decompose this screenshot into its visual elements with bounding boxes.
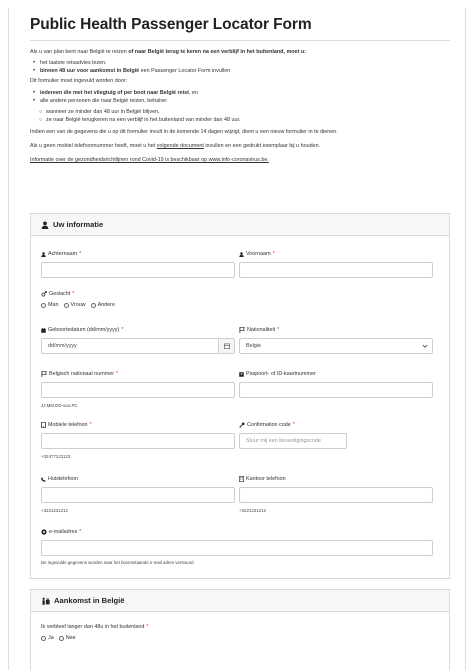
stay-option-ja[interactable]: Ja: [41, 635, 54, 641]
phone-icon: [41, 477, 46, 482]
personal-info-title: Uw informatie: [53, 220, 104, 229]
personal-info-header: [31, 214, 449, 236]
stay-option-nee[interactable]: Nee: [59, 635, 76, 641]
nationality-select[interactable]: Belgie: [239, 338, 433, 354]
intro-paragraph-5: [30, 157, 450, 164]
list-item: • binnen 48 uur voor aankomst in België een Passenger Locator Form invullen: [30, 67, 450, 75]
home-phone-hint: +3221231212: [41, 508, 68, 513]
arrival-header: [31, 590, 449, 612]
gender-radio-group: [41, 302, 120, 308]
home-phone-label: Huistelefoon: [41, 475, 78, 483]
firstname-label: Voornaam *: [239, 250, 275, 258]
radio-button[interactable]: [41, 636, 46, 641]
dob-input[interactable]: dd/mm/yyyy: [41, 338, 235, 354]
dob-label: Geboortedatum (dd/mm/yyyy) *: [41, 326, 123, 334]
covid-info-link[interactable]: Informatie over de gezondheidsrichtlijnen rond Covid-19 is beschikbaar op www.info-coronavirus.be.: [30, 157, 269, 163]
mobile-input[interactable]: [41, 433, 235, 449]
gender-option-vrouw[interactable]: Vrouw: [64, 302, 86, 308]
intro-paragraph-2: Dit formulier moet ingevuld worden door:: [30, 78, 128, 84]
personal-info-card: [30, 213, 450, 579]
calendar-icon: [41, 328, 46, 333]
flag-icon: [239, 327, 245, 333]
firstname-input[interactable]: [239, 262, 433, 278]
user-icon: [239, 252, 244, 257]
list-item: ○ ze naar België terugkeren na een verblijf in het buitenland van minder dan 48 uur.: [36, 116, 450, 124]
nationality-label: Nationaliteit *: [239, 326, 279, 334]
document-link[interactable]: volgende document: [156, 143, 204, 149]
calendar-icon: [224, 343, 230, 349]
gender-label: Geslacht *: [41, 290, 74, 298]
id-card-icon: [239, 372, 244, 377]
confirmation-label: Confirmation code *: [239, 421, 295, 429]
lastname-input[interactable]: [41, 262, 235, 278]
lastname-label: Achternaam *: [41, 250, 81, 258]
gender-option-andere[interactable]: Andere: [91, 302, 115, 308]
intro-paragraph-4: Als u geen mobiel telefoonnummer heeft, moet u het volgende document invullen en een gedrukt exemplaar bij u houden.: [30, 143, 321, 149]
radio-button[interactable]: [41, 303, 46, 308]
mobile-hint: +32477123123: [41, 454, 71, 459]
page-title: Public Health Passenger Locator Form: [30, 16, 312, 33]
arrival-card: [30, 589, 450, 670]
office-phone-label: Kantoor telefoon: [239, 475, 286, 483]
passport-label: Paspoort- of ID-kaartnummer: [239, 370, 316, 378]
arrival-title: Aankomst in België: [54, 596, 125, 605]
national-number-hint: JJ.MM.DD-ooo.PC: [41, 403, 78, 408]
intro-list-1: [30, 59, 450, 75]
home-phone-input[interactable]: [41, 487, 235, 503]
calendar-button[interactable]: [218, 339, 234, 353]
radio-button[interactable]: [64, 303, 69, 308]
email-hint: De ingevulde gegevens worden naar het bovenstaande e-mail adres verstuurd: [41, 560, 194, 565]
chevron-down-icon: [422, 343, 428, 349]
intro-paragraph-3: Indien een van de gegevens die u op dit formulier invult in de komende 14 dagen wijzigt, dient u een nieuw formulier in te dienen.: [30, 129, 338, 135]
title-divider: [30, 40, 450, 41]
user-icon: [41, 252, 46, 257]
office-phone-input[interactable]: [239, 487, 433, 503]
intro-section: [30, 14, 450, 164]
intro-list-2: [30, 89, 450, 105]
radio-button[interactable]: [91, 303, 96, 308]
passport-input[interactable]: [239, 382, 433, 398]
mobile-icon: [41, 422, 46, 428]
email-input[interactable]: [41, 540, 433, 556]
list-item: • alle andere personen die naar België reizen, behalve:: [30, 97, 450, 105]
gender-icon: [41, 291, 47, 297]
radio-button[interactable]: [59, 636, 64, 641]
national-number-label: Belgisch nationaal nummer *: [41, 370, 118, 378]
intro-paragraph-1: Als u van plan bent naar België te reizen of naar België terug te keren na een verblijf in het buitenland, moet u:: [30, 49, 306, 55]
user-icon: [41, 221, 49, 229]
at-icon: [41, 529, 47, 535]
office-phone-hint: +3221231212: [239, 508, 266, 513]
mobile-label: Mobiele telefoon *: [41, 421, 92, 429]
list-item: ○ wanneer ze minder dan 48 uur in België blijven,: [36, 108, 450, 116]
gender-option-man[interactable]: Man: [41, 302, 59, 308]
flag-icon: [41, 371, 47, 377]
stay-label: Ik verbleef langer dan 48u in het buitenland *: [41, 624, 149, 630]
list-item: • het laatste reisadvies lezen.: [30, 59, 450, 67]
intro-sublist: [30, 108, 450, 124]
list-item: • iedereen die met het vliegtuig of per boot naar België reist, en: [30, 89, 450, 97]
national-number-input[interactable]: [41, 382, 235, 398]
email-label: e-mailadres *: [41, 528, 81, 536]
confirmation-code-input[interactable]: Stuur mij een bevestigingscode: [239, 433, 347, 449]
building-icon: [239, 476, 244, 482]
stay-radio-group: [41, 635, 81, 641]
key-icon: [239, 422, 245, 428]
travel-icon: [41, 597, 50, 605]
